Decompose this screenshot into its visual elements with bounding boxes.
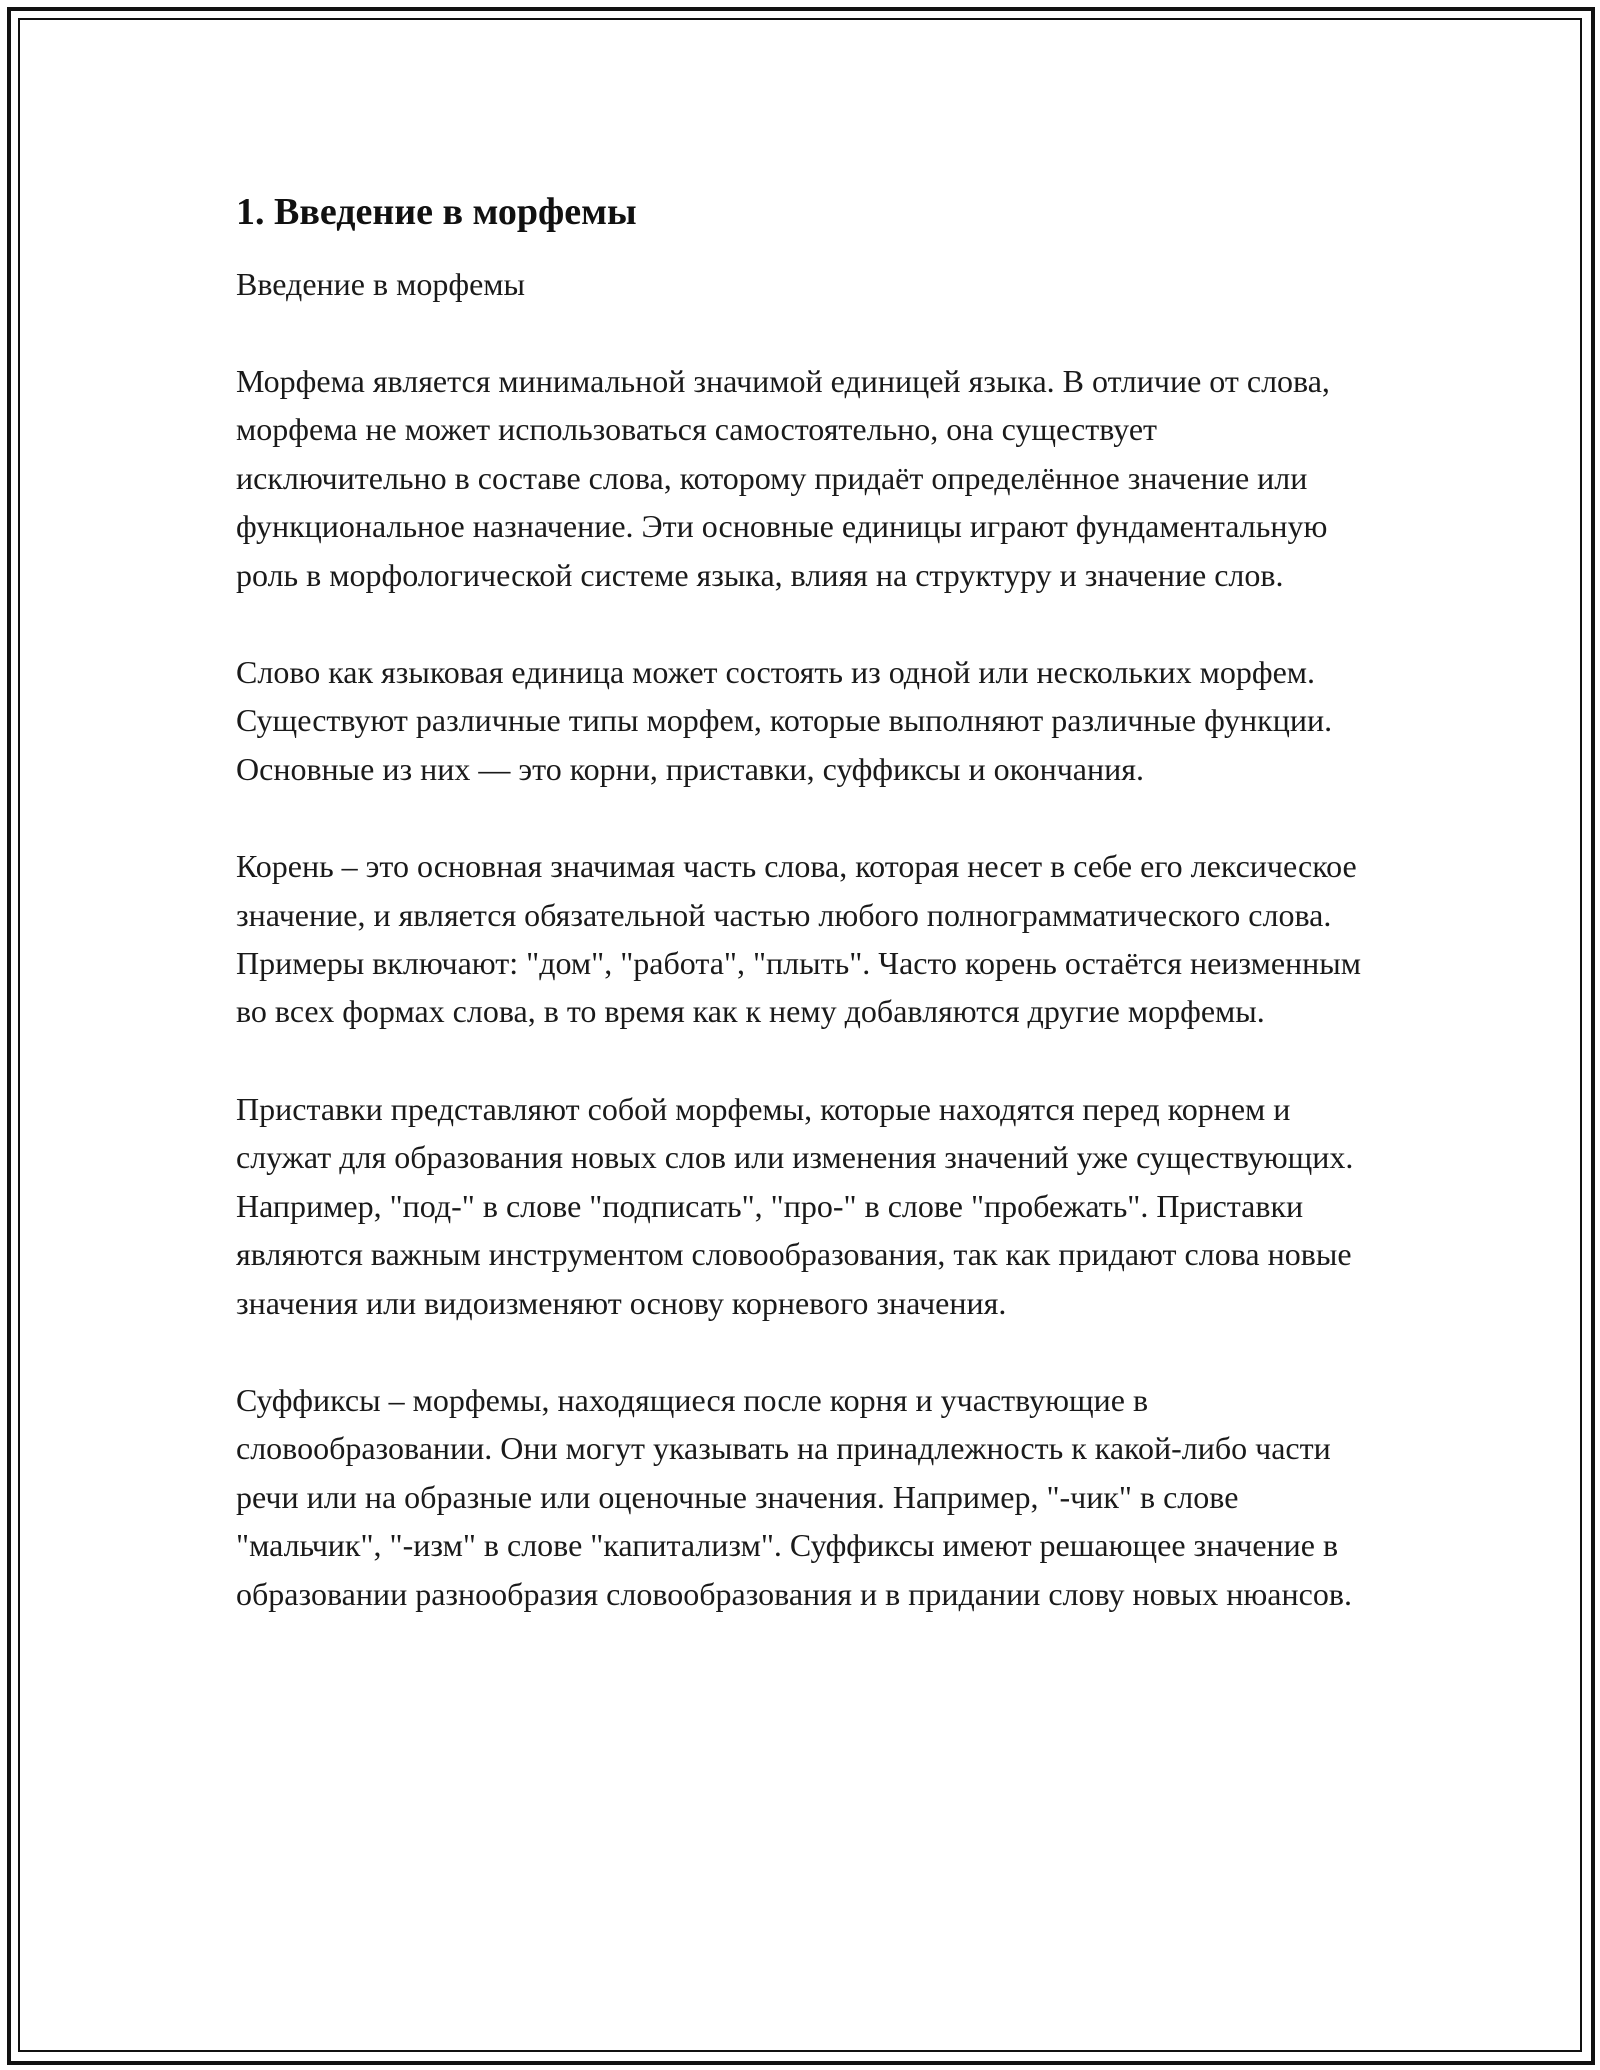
- document-body: [236, 186, 1366, 1667]
- paragraph-morpheme-definition: Морфема является минимальной значимой единицей языка. В отличие от слова, морфема не может использоваться самостоятельно, она существует исключительно в составе слова, которому придаёт определённое значение или функциональное назначение. Эти основные единицы играют фундаментальную роль в морфологической системе языка, влияя на структуру и значение слов.: [236, 363, 1330, 593]
- paragraph-suffixes: Суффиксы – морфемы, находящиеся после корня и участвующие в словообразовании. Они могут указывать на принадлежность к какой-либо части речи или на образные или оценочные значения. Например, "-чик" в слове "мальчик", "-изм" в слове "капитализм". Суффиксы имеют решающее значение в образовании разнообразия словообразования и в придании слову новых нюансов.: [236, 1381, 1352, 1612]
- paragraph-prefixes: Приставки представляют собой морфемы, которые находятся перед корнем и служат для образования новых слов или изменения значений уже существующих. Например, "под-" в слове "подписать", "про-" в слове "пробежать". Приставки являются важным инструментом словообразования, так как придают слова новые значения или видоизменяют основу корневого значения.: [236, 1090, 1354, 1321]
- paragraph-morpheme-types: Слово как языковая единица может состоять из одной или нескольких морфем. Существуют различные типы морфем, которые выполняют различные функции. Основные из них — это корни, приставки, суффиксы и окончания.: [236, 654, 1333, 787]
- section-subheading: Введение в морфемы: [236, 266, 526, 302]
- section-heading: 1. Введение в морфемы: [236, 191, 637, 233]
- paragraph-root: Корень – это основная значимая часть слова, которая несет в себе его лексическое значение, и является обязательной частью любого полнограмматического слова. Примеры включают: "дом", "работа", "плыть". Часто корень остаётся неизменным во всех формах слова, в то время как к нему добавляются другие морфемы.: [236, 848, 1362, 1030]
